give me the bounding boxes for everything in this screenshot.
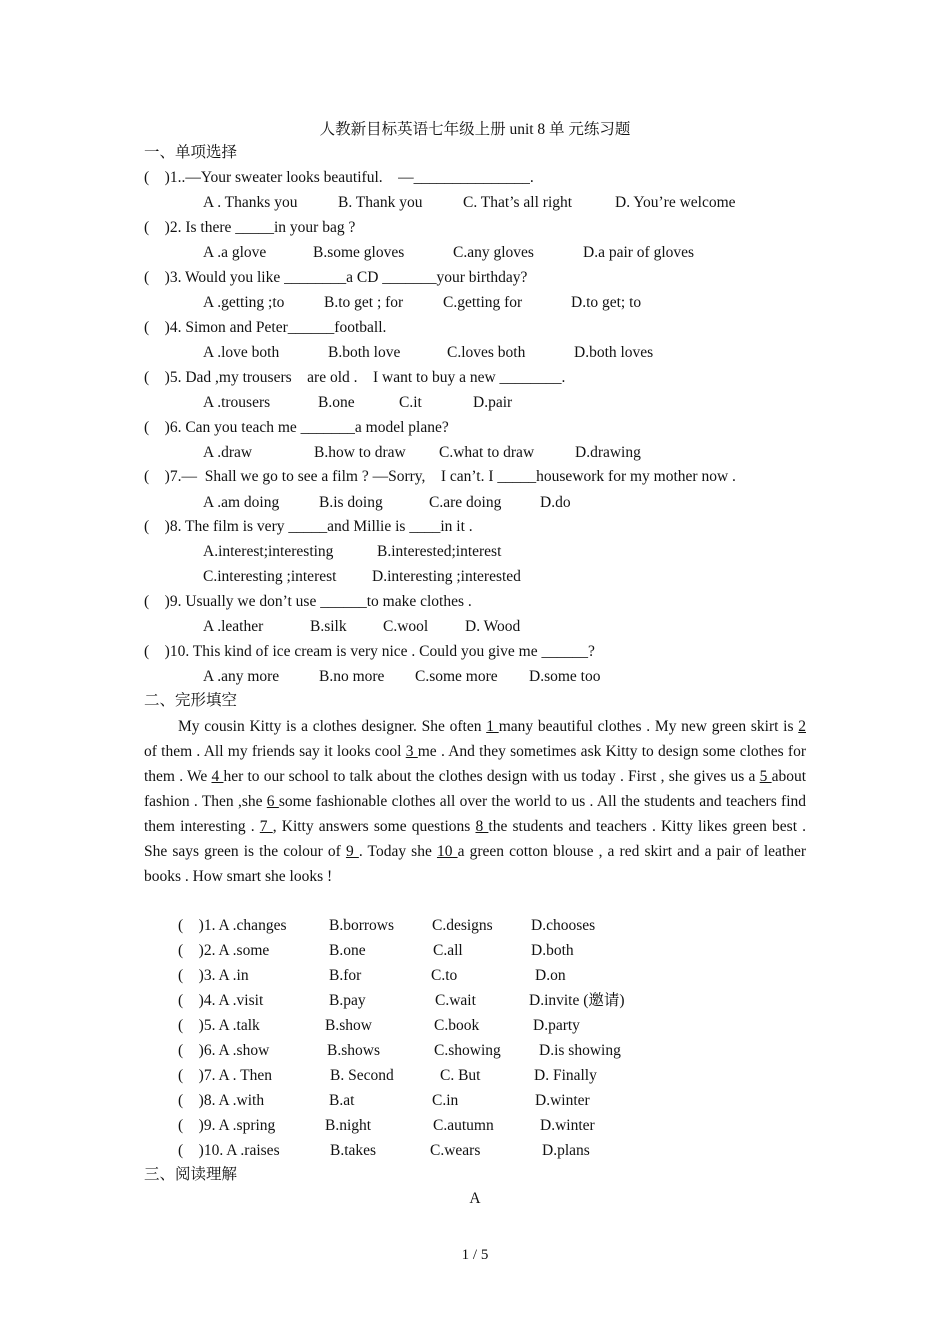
- option-b: B.is doing: [319, 494, 383, 511]
- option-a: A .trousers: [203, 394, 271, 411]
- cloze-item-5: ( )5. A .talk: [178, 1017, 260, 1034]
- blank-9: 9: [345, 843, 359, 860]
- option-c: C.designs: [432, 917, 493, 934]
- option-d: D. Finally: [534, 1067, 597, 1084]
- blank-3: 3: [405, 743, 418, 760]
- cloze-item-7: ( )7. A . Then: [178, 1067, 272, 1084]
- cloze-passage: [144, 714, 806, 889]
- option-b: B.some gloves: [313, 244, 405, 261]
- option-d: D.both loves: [574, 344, 654, 361]
- option-a: A .any more: [203, 668, 280, 685]
- option-c: C.interesting ;interest: [203, 568, 337, 585]
- cloze-item-4: ( )4. A .visit: [178, 992, 264, 1009]
- passage-text: My cousin Kitty is a clothes designer. She often: [178, 718, 487, 735]
- reading-part-label: A: [469, 1190, 481, 1207]
- option-c: C.book: [434, 1017, 480, 1034]
- option-b: B.both love: [328, 344, 401, 361]
- option-b: B.silk: [310, 618, 347, 635]
- option-b: B.interested;interest: [377, 543, 502, 560]
- option-d: D.both: [531, 942, 574, 959]
- document-title: 人教新目标英语七年级上册 unit 8 单 元练习题: [319, 121, 631, 138]
- passage-text: , Kitty answers some questions: [272, 818, 476, 835]
- option-b: B.night: [325, 1117, 372, 1134]
- passage-text: . Today she: [358, 843, 437, 860]
- option-d: D.a pair of gloves: [583, 244, 695, 261]
- question-4: ( )4. Simon and Peter______football.: [144, 319, 387, 336]
- cloze-item-9: ( )9. A .spring: [178, 1117, 276, 1134]
- cloze-item-8: ( )8. A .with: [178, 1092, 265, 1109]
- option-c: C.in: [432, 1092, 459, 1109]
- option-b: B.for: [329, 967, 362, 984]
- cloze-item-10: ( )10. A .raises: [178, 1142, 280, 1159]
- blank-7: 7: [259, 818, 273, 835]
- option-b: B.at: [329, 1092, 355, 1109]
- passage-text: about fashion . Then ,she: [144, 768, 807, 810]
- option-d: D.interesting ;interested: [372, 568, 521, 585]
- option-b: B.borrows: [329, 917, 395, 934]
- cloze-item-3: ( )3. A .in: [178, 967, 249, 984]
- passage-text: her to our school to talk about the clothes design with us today . First , she gives us a: [223, 768, 760, 785]
- question-6: ( )6. Can you teach me _______a model plane?: [144, 419, 449, 436]
- option-d: D.chooses: [531, 917, 596, 934]
- option-b: B.one: [318, 394, 355, 411]
- blank-6: 6: [266, 793, 279, 810]
- option-c: C.loves both: [447, 344, 526, 361]
- section-heading-cloze: 二、完形填空: [144, 692, 238, 709]
- option-b: B.takes: [330, 1142, 377, 1159]
- option-c: C.getting for: [443, 294, 523, 311]
- blank-4: 4: [211, 768, 224, 785]
- option-d: D.some too: [529, 668, 601, 685]
- option-b: B.pay: [329, 992, 366, 1009]
- option-d: D.pair: [473, 394, 513, 411]
- option-c: C.some more: [415, 668, 498, 685]
- question-1: ( )1..—Your sweater looks beautiful. —_______________.: [144, 169, 534, 186]
- section-heading-multiple-choice: 一、单项选择: [144, 144, 238, 161]
- option-b: B. Thank you: [338, 194, 423, 211]
- option-a: A .a glove: [203, 244, 267, 261]
- option-d: D.drawing: [575, 444, 641, 461]
- option-c: C. But: [440, 1067, 481, 1084]
- option-c: C. That’s all right: [463, 194, 573, 211]
- blank-1: 1: [486, 718, 499, 735]
- section-heading-reading: 三、阅读理解: [144, 1166, 238, 1183]
- cloze-item-2: ( )2. A .some: [178, 942, 270, 959]
- question-9: ( )9. Usually we don’t use ______to make clothes .: [144, 593, 472, 610]
- option-d: D.winter: [535, 1092, 590, 1109]
- option-c: C.to: [431, 967, 458, 984]
- blank-10: 10: [436, 843, 458, 860]
- option-b: B.to get ; for: [324, 294, 404, 311]
- option-d: D.plans: [542, 1142, 590, 1159]
- option-d: D.do: [540, 494, 571, 511]
- option-b: B.shows: [327, 1042, 380, 1059]
- question-2: ( )2. Is there _____in your bag ?: [144, 219, 356, 236]
- passage-text: some fashionable clothes all over the world to us . All the students and teachers find them interesting .: [144, 793, 806, 835]
- option-b: B.one: [329, 942, 366, 959]
- passage-text: many beautiful clothes . My new green skirt is: [498, 718, 799, 735]
- option-c: C.autumn: [433, 1117, 494, 1134]
- option-d: D.invite (邀请): [529, 992, 625, 1009]
- option-b: B.how to draw: [314, 444, 406, 461]
- question-10: ( )10. This kind of ice cream is very nice . Could you give me ______?: [144, 643, 595, 660]
- passage-text: a green cotton blouse , a red skirt and a pair of leather books . How smart she looks !: [144, 843, 807, 885]
- question-8: ( )8. The film is very _____and Millie is ____in it .: [144, 518, 473, 535]
- option-d: D.to get; to: [571, 294, 642, 311]
- passage-text: of them . All my friends say it looks cool: [144, 743, 406, 760]
- option-a: A .draw: [203, 444, 253, 461]
- blank-5: 5: [759, 768, 772, 785]
- option-a: A .love both: [203, 344, 280, 361]
- option-c: C.all: [433, 942, 463, 959]
- option-d: D. Wood: [465, 618, 521, 635]
- option-c: C.wait: [435, 992, 476, 1009]
- option-d: D.party: [533, 1017, 580, 1034]
- option-c: C.any gloves: [453, 244, 534, 261]
- option-d: D.on: [535, 967, 566, 984]
- option-a: A.interest;interesting: [203, 543, 334, 560]
- option-d: D.is showing: [539, 1042, 621, 1059]
- option-a: A .getting ;to: [203, 294, 285, 311]
- page-number: 1 / 5: [461, 1247, 489, 1263]
- blank-2: 2: [798, 718, 806, 735]
- option-c: C.what to draw: [439, 444, 535, 461]
- option-c: C.wears: [430, 1142, 481, 1159]
- option-a: A .am doing: [203, 494, 280, 511]
- option-c: C.are doing: [429, 494, 502, 511]
- cloze-item-6: ( )6. A .show: [178, 1042, 270, 1059]
- option-b: B. Second: [330, 1067, 394, 1084]
- passage-text: the students and teachers . Kitty likes green best . She says green is the colour of: [144, 818, 807, 860]
- blank-8: 8: [475, 818, 489, 835]
- option-c: C.it: [399, 394, 422, 411]
- option-d: D. You’re welcome: [615, 194, 736, 211]
- option-a: A . Thanks you: [203, 194, 298, 211]
- option-c: C.wool: [383, 618, 429, 635]
- option-c: C.showing: [434, 1042, 501, 1059]
- option-b: B.no more: [319, 668, 385, 685]
- option-d: D.winter: [540, 1117, 595, 1134]
- option-a: A .leather: [203, 618, 264, 635]
- passage-text: me . And they sometimes ask Kitty to design some clothes for them . We: [144, 743, 806, 785]
- cloze-item-1: ( )1. A .changes: [178, 917, 287, 934]
- question-7: ( )7.— Shall we go to see a film ? —Sorry, I can’t. I _____housework for my mother now .: [144, 468, 736, 485]
- question-5: ( )5. Dad ,my trousers are old . I want to buy a new ________.: [144, 369, 566, 386]
- option-b: B.show: [325, 1017, 372, 1034]
- question-3: ( )3. Would you like ________a CD _______your birthday?: [144, 269, 528, 286]
